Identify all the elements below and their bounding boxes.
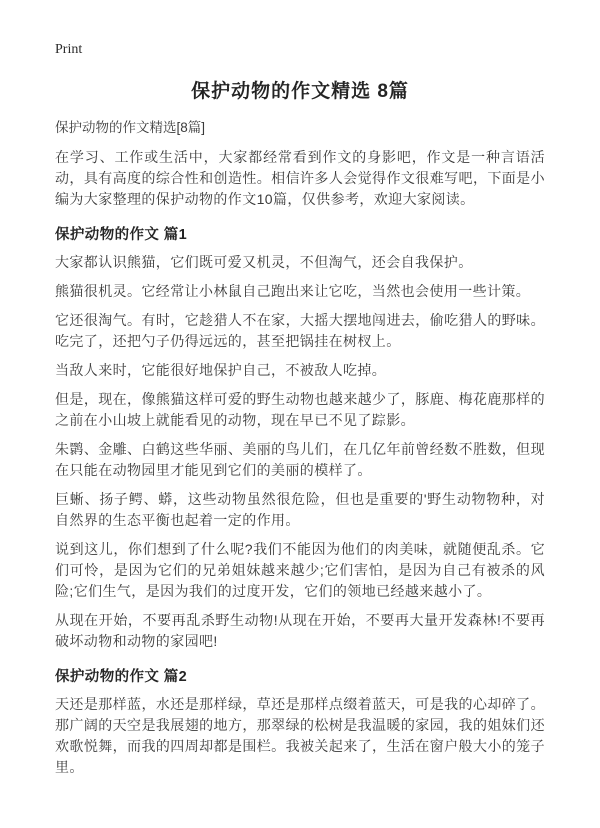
- paragraph: 当敌人来时，它能很好地保护自己，不被敌人吃掉。: [55, 362, 387, 378]
- document-subtitle: 保护动物的作文精选[8篇]: [55, 120, 206, 135]
- paragraph: 说到这儿，你们想到了什么呢?我们不能因为他们的肉美味，就随便乱杀。它们可怜，是因为它们的兄弟姐妹越来越少;它们害怕，是因为自己有被杀的风险;它们生气，是因为我们的过度开发，它们的领地已经越来越小了。: [55, 541, 545, 599]
- section-heading-essay-2: 保护动物的作文 篇2: [55, 669, 188, 685]
- paragraph: 熊猫很机灵。它经常让小林鼠自己跑出来让它吃，当然也会使用一些计策。: [55, 283, 531, 299]
- print-link[interactable]: Print: [55, 42, 83, 57]
- paragraph: 它还很淘气。有时，它趁猎人不在家，大摇大摆地闯进去，偷吃猎人的野味。吃完了，还把勺子仍得远远的，甚至把锅挂在树杈上。: [55, 312, 545, 349]
- paragraph: 大家都认识熊猫，它们既可爱又机灵，不但淘气，还会自我保护。: [55, 254, 473, 270]
- paragraph: 从现在开始，不要再乱杀野生动物!从现在开始，不要再大量开发森林!不要再破坏动物和动物的家园吧!: [55, 612, 545, 649]
- section-heading-essay-1: 保护动物的作文 篇1: [55, 227, 188, 243]
- page-title: 保护动物的作文精选 8篇: [191, 81, 409, 102]
- paragraph: 朱鹮、金雕、白鹤这些华丽、美丽的鸟儿们，在几亿年前曾经数不胜数，但现在只能在动物园里才能见到它们的美丽的模样了。: [55, 441, 545, 478]
- paragraph: 巨蜥、扬子鳄、蟒，这些动物虽然很危险，但也是重要的'野生动物物种，对自然界的生态平衡也起着一定的作用。: [55, 491, 545, 528]
- paragraph: 但是，现在，像熊猫这样可爱的野生动物也越来越少了，豚鹿、梅花鹿那样的之前在小山坡上就能看见的动物，现在早已不见了踪影。: [55, 391, 545, 428]
- paragraph: 天还是那样蓝，水还是那样绿，草还是那样点缀着蓝天，可是我的心却碎了。那广阔的天空是我展翅的地方，那翠绿的松树是我温暖的家园，我的姐妹们还欢歌悦舞，而我的四周却都是围栏。我被关起来了，生活在窗户般大小的笼子里。: [55, 696, 545, 775]
- intro-paragraph: 在学习、工作或生活中，大家都经常看到作文的身影吧，作文是一种言语活动，具有高度的综合性和创造性。相信许多人会觉得作文很难写吧，下面是小编为大家整理的保护动物的作文10篇，仅供参考，欢迎大家阅读。: [55, 149, 545, 207]
